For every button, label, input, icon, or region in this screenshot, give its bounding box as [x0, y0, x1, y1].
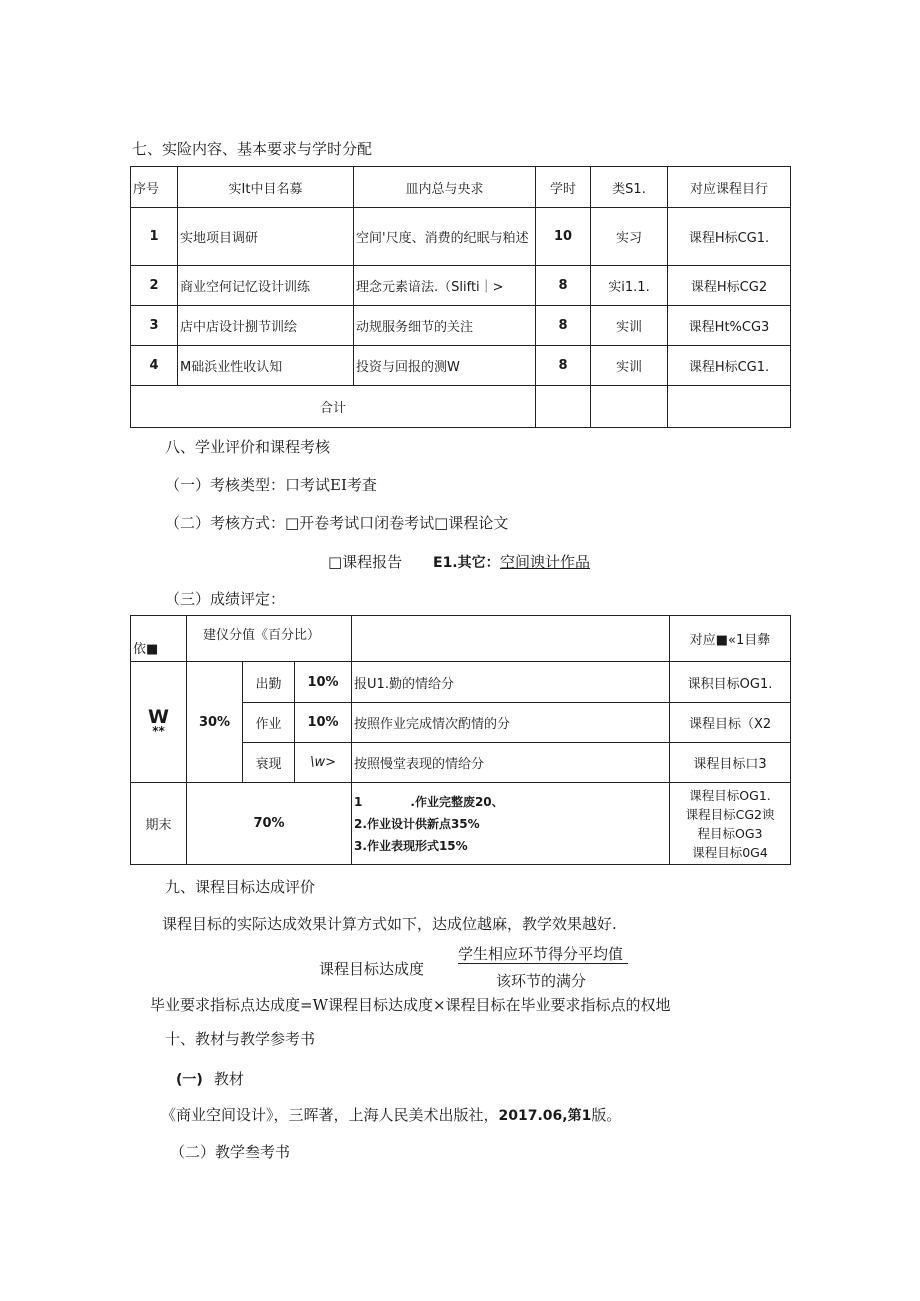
row-index: 4	[131, 346, 178, 386]
grading-header-row	[131, 616, 791, 662]
assessment-method-report: □课程报告	[328, 553, 403, 571]
table-row	[131, 266, 791, 306]
total-label: 合计	[131, 386, 536, 428]
grad-formula: 毕业要求指标点达成度=W课程目标达成度×课程目标在毕业要求指标点的权地	[150, 996, 671, 1014]
process-pct: 30%	[187, 662, 243, 783]
section9-title: 九、课程目标达成评价	[165, 878, 316, 896]
assessment-method-line: （二）考核方式：□开卷考试口闭卷考试□课程论文	[165, 514, 509, 532]
row-project-name: 店中店设计捌节训绘	[178, 306, 354, 346]
grading-title: （三）成绩评定：	[165, 590, 286, 608]
assessment-type-line: （一）考核类型：口考试EI考査	[165, 476, 377, 494]
row-content: 动规服务细节的关注	[354, 306, 536, 346]
grading-final-row	[131, 783, 791, 865]
item-desc: 报U1.勤的情给分	[352, 662, 670, 703]
header-content: 皿内总与央求	[354, 167, 536, 208]
row-hours: 8	[536, 306, 591, 346]
textbook-heading-label: 教材	[213, 1070, 244, 1088]
section7-title: 七、实险内容、基本要求与学时分配	[132, 140, 373, 158]
section9-intro: 课程目标的实际达成效果计算方式如下，达成位越麻，教学效果越好.	[162, 915, 617, 933]
total-hours	[536, 386, 591, 428]
row-target: 课程H标CG2	[668, 266, 791, 306]
row-hours: 10	[536, 208, 591, 266]
header-weight: 建仪分值《百分比）	[187, 616, 352, 662]
row-target: 课程H标CG1.	[668, 208, 791, 266]
row-index: 2	[131, 266, 178, 306]
total-target	[668, 386, 791, 428]
table-row	[131, 306, 791, 346]
textbook-heading-num: (一)	[176, 1072, 203, 1088]
table-total-row	[131, 386, 791, 428]
grading-row	[131, 662, 791, 703]
header-target: 对应课程目行	[668, 167, 791, 208]
header-index: 序号	[131, 167, 178, 208]
final-pct: 70%	[187, 783, 352, 865]
section10-title: 十、教材与教学参考书	[165, 1030, 316, 1048]
final-label: 期末	[131, 783, 187, 865]
fraction-line	[458, 963, 628, 964]
textbook-heading	[176, 1068, 244, 1089]
row-content: 空间'尺度、消费的纪眠与粕述	[354, 208, 536, 266]
row-content: 投资与回报的测W	[354, 346, 536, 386]
row-type: 实i1.1.	[591, 266, 668, 306]
table-row	[131, 208, 791, 266]
item-name: 作业	[243, 703, 295, 743]
final-desc-1: .作业完整废20、	[410, 794, 504, 809]
item-desc: 按照作业完成情次酌情的分	[352, 703, 670, 743]
row-project-name: 商业空何记忆设计训练	[178, 266, 354, 306]
item-desc: 按照慢堂表现的情给分	[352, 743, 670, 783]
row-type: 实训	[591, 346, 668, 386]
formula-denominator: 该环节的满分	[496, 972, 587, 990]
final-desc-2: 2.作业设计供新点35%	[354, 816, 480, 831]
item-pct: \w>	[295, 743, 352, 783]
header-type: 类S1.	[591, 167, 668, 208]
grading-table	[130, 615, 791, 865]
row-type: 实训	[591, 306, 668, 346]
row-target: 课程Ht%CG3	[668, 306, 791, 346]
textbook-entry-c: 版。	[591, 1106, 622, 1124]
header-project-name: 实It中目名募	[178, 167, 354, 208]
row-type: 实习	[591, 208, 668, 266]
process-label-cell	[131, 662, 187, 783]
total-type	[591, 386, 668, 428]
item-name: 衰现	[243, 743, 295, 783]
process-sub: **	[152, 724, 165, 738]
row-hours: 8	[536, 266, 591, 306]
final-desc-cell	[352, 783, 670, 865]
header-target: 对应■«1目彝	[670, 616, 791, 662]
item-pct: 10%	[295, 662, 352, 703]
item-target: 课积目标OG1.	[670, 662, 791, 703]
assessment-method-other-value: 空间谀计作品	[500, 553, 591, 571]
header-basis: 依■	[131, 616, 187, 662]
reference-heading: （二）教学叁考书	[170, 1143, 291, 1161]
row-project-name: M础浜业性收认知	[178, 346, 354, 386]
item-pct: 10%	[295, 703, 352, 743]
table-row	[131, 346, 791, 386]
table-header-row	[131, 167, 791, 208]
final-targets-cell	[670, 783, 791, 865]
row-index: 1	[131, 208, 178, 266]
textbook-entry-b: 2017.06,第1	[498, 1108, 592, 1124]
item-target: 课程目标口3	[670, 743, 791, 783]
row-content: 理念元素谙法.（Slifti｜>	[354, 266, 536, 306]
final-desc-1-num: 1	[354, 794, 363, 809]
header-hours: 学时	[536, 167, 591, 208]
final-target-2: 课程目标CG2谀	[685, 806, 775, 822]
final-target-3: 程目标OG3	[697, 825, 763, 841]
textbook-entry	[161, 1104, 621, 1125]
row-hours: 8	[536, 346, 591, 386]
row-index: 3	[131, 306, 178, 346]
section8-title: 八、学业评价和课程考核	[165, 438, 331, 456]
final-target-4: 课程目标0G4	[692, 844, 768, 860]
formula-numerator: 学生相应环节得分平均值	[458, 945, 624, 963]
row-project-name: 实地项目调研	[178, 208, 354, 266]
item-target: 课程目标（X2	[670, 703, 791, 743]
process-label: W	[148, 706, 169, 728]
header-blank	[352, 616, 670, 662]
textbook-entry-a: 《商业空间设计》，三晖著，上海人民美术出版社，	[161, 1106, 499, 1124]
item-name: 出勤	[243, 662, 295, 703]
experiment-table	[130, 166, 791, 428]
row-target: 课程H标CG1.	[668, 346, 791, 386]
final-target-1: 课程目标OG1.	[689, 787, 771, 803]
formula-label: 课程目标达成度	[319, 960, 425, 978]
assessment-method-other: E1.其它：	[433, 555, 500, 571]
final-desc-3: 3.作业表现形式15%	[354, 838, 468, 853]
